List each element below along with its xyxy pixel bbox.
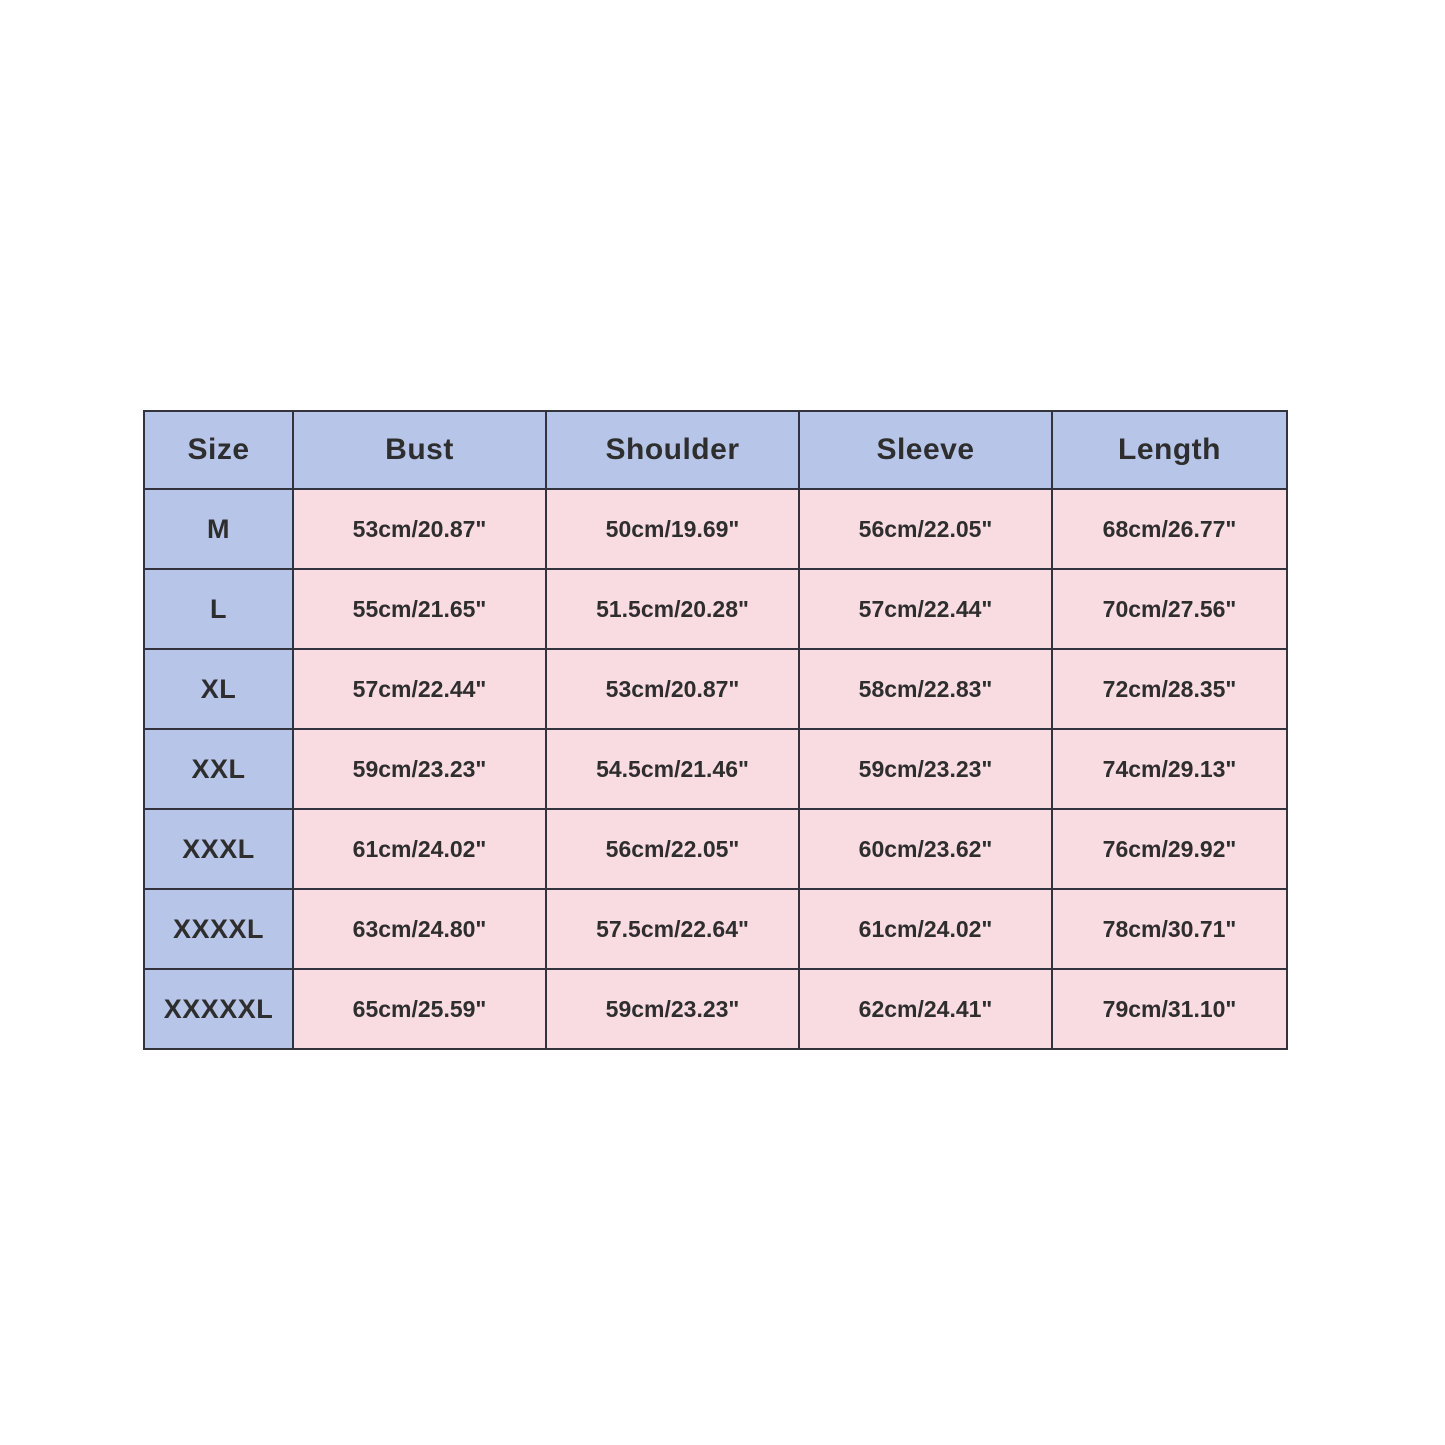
size-chart <box>143 410 1288 1050</box>
table-cell: 63cm/24.80" <box>293 889 546 969</box>
table-cell: 57cm/22.44" <box>799 569 1052 649</box>
table-cell: 57.5cm/22.64" <box>546 889 799 969</box>
table-cell: 79cm/31.10" <box>1052 969 1287 1049</box>
size-label: XXXXXL <box>144 969 293 1049</box>
column-header-bust: Bust <box>293 411 546 489</box>
table-cell: 59cm/23.23" <box>799 729 1052 809</box>
size-label: L <box>144 569 293 649</box>
table-cell: 59cm/23.23" <box>293 729 546 809</box>
table-cell: 59cm/23.23" <box>546 969 799 1049</box>
column-header-shoulder: Shoulder <box>546 411 799 489</box>
table-row <box>144 489 1287 569</box>
table-cell: 61cm/24.02" <box>293 809 546 889</box>
table-row <box>144 729 1287 809</box>
table-cell: 51.5cm/20.28" <box>546 569 799 649</box>
table-row <box>144 649 1287 729</box>
table-cell: 55cm/21.65" <box>293 569 546 649</box>
table-cell: 53cm/20.87" <box>546 649 799 729</box>
header-row <box>144 411 1287 489</box>
table-cell: 76cm/29.92" <box>1052 809 1287 889</box>
table-row <box>144 809 1287 889</box>
table-cell: 57cm/22.44" <box>293 649 546 729</box>
table-cell: 70cm/27.56" <box>1052 569 1287 649</box>
table-cell: 72cm/28.35" <box>1052 649 1287 729</box>
table-cell: 60cm/23.62" <box>799 809 1052 889</box>
table-cell: 54.5cm/21.46" <box>546 729 799 809</box>
column-header-size: Size <box>144 411 293 489</box>
table-cell: 65cm/25.59" <box>293 969 546 1049</box>
table-cell: 61cm/24.02" <box>799 889 1052 969</box>
size-chart-table <box>143 410 1288 1050</box>
table-cell: 74cm/29.13" <box>1052 729 1287 809</box>
table-row <box>144 969 1287 1049</box>
table-row <box>144 889 1287 969</box>
table-cell: 53cm/20.87" <box>293 489 546 569</box>
table-cell: 78cm/30.71" <box>1052 889 1287 969</box>
table-cell: 50cm/19.69" <box>546 489 799 569</box>
size-label: XXXXL <box>144 889 293 969</box>
table-cell: 58cm/22.83" <box>799 649 1052 729</box>
table-row <box>144 569 1287 649</box>
column-header-sleeve: Sleeve <box>799 411 1052 489</box>
column-header-length: Length <box>1052 411 1287 489</box>
table-cell: 68cm/26.77" <box>1052 489 1287 569</box>
table-cell: 56cm/22.05" <box>546 809 799 889</box>
size-label: M <box>144 489 293 569</box>
table-cell: 56cm/22.05" <box>799 489 1052 569</box>
size-label: XXL <box>144 729 293 809</box>
size-label: XXXL <box>144 809 293 889</box>
table-cell: 62cm/24.41" <box>799 969 1052 1049</box>
size-label: XL <box>144 649 293 729</box>
